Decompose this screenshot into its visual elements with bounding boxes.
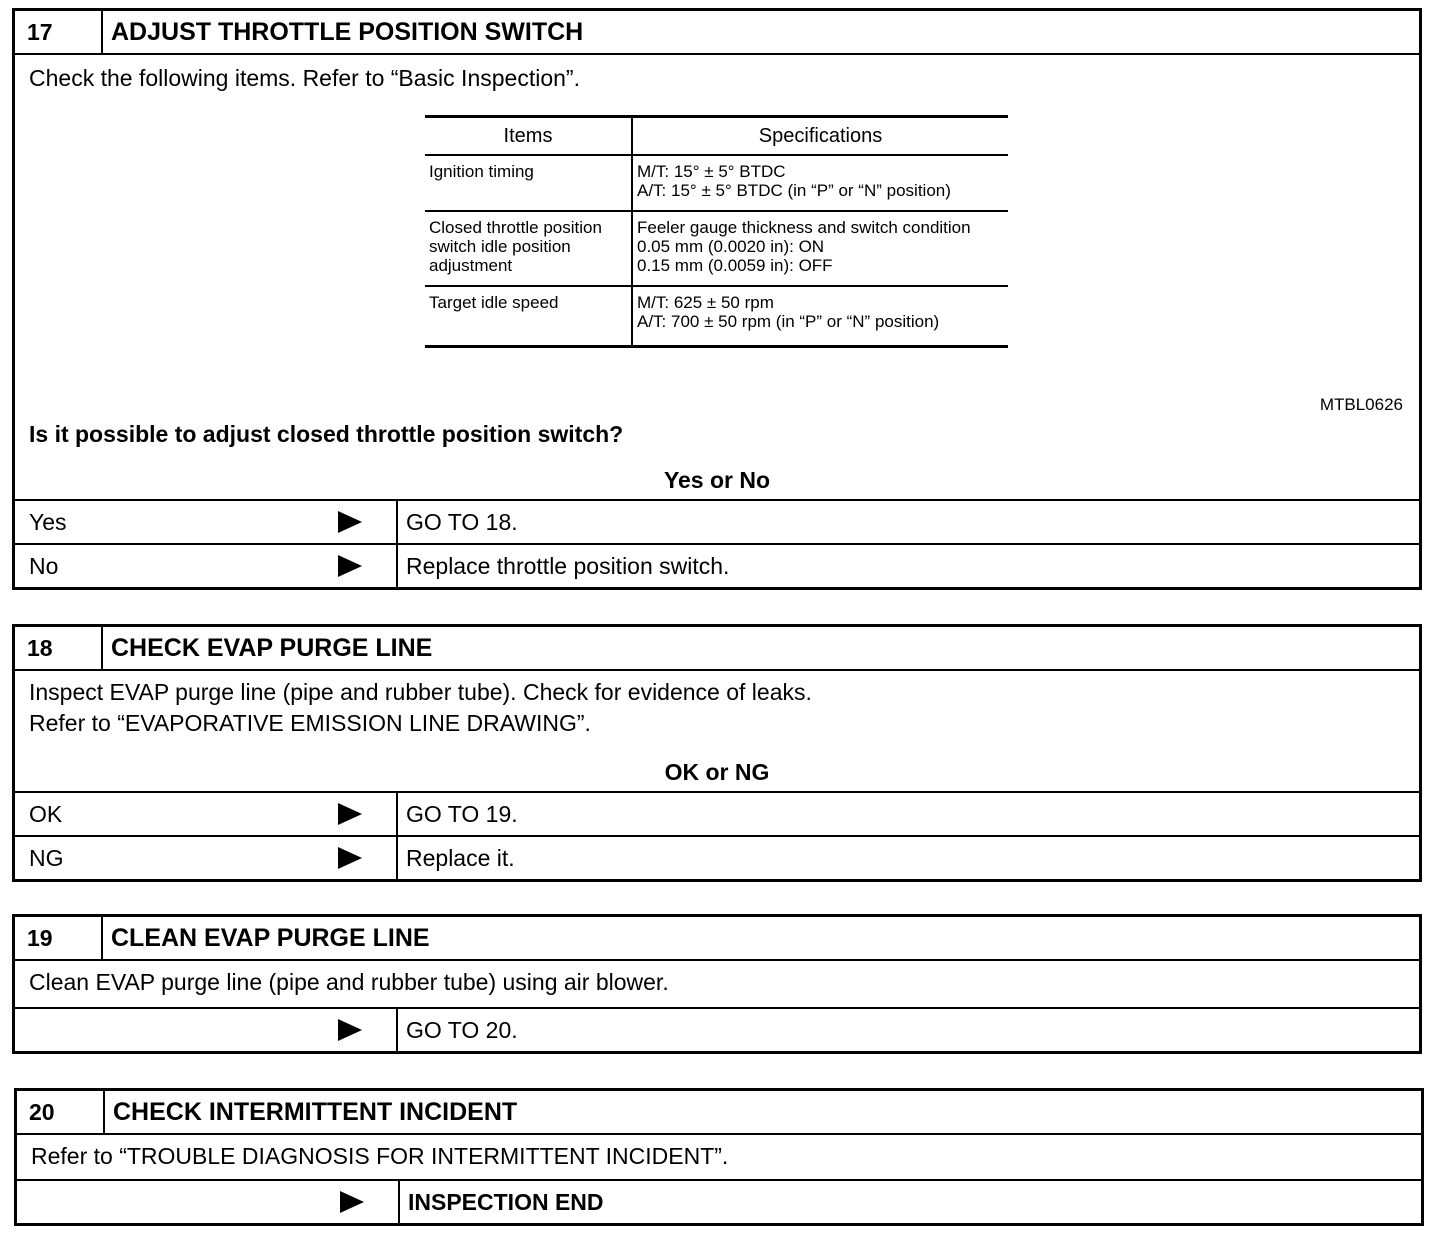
step-header (15, 11, 1419, 55)
outcome-label: OK (29, 800, 63, 827)
step-title: CHECK EVAP PURGE LINE (111, 633, 433, 662)
outcome-action: GO TO 20. (406, 1016, 518, 1043)
table-row (425, 286, 1008, 347)
spec-header-items: Items (425, 117, 632, 156)
instruction-line: Inspect EVAP purge line (pipe and rubber tube). Check for evidence of leaks. (29, 679, 812, 705)
step-header (15, 627, 1419, 671)
step-number: 17 (15, 11, 103, 53)
step-title: ADJUST THROTTLE POSITION SWITCH (111, 17, 584, 46)
outcome-row-yes[interactable] (15, 499, 1419, 543)
table-row (425, 155, 1008, 211)
step-title: CHECK INTERMITTENT INCIDENT (113, 1097, 518, 1126)
spec-value (632, 211, 1008, 286)
arrow-right-icon (340, 1191, 364, 1213)
outcome-row[interactable] (15, 1007, 1419, 1051)
spec-line: 0.15 mm (0.0059 in): OFF (637, 256, 833, 275)
arrow-right-icon (338, 847, 362, 869)
instruction-line: Refer to “EVAPORATIVE EMISSION LINE DRAWING”. (29, 710, 591, 736)
step-19 (12, 914, 1422, 1054)
step-instruction: Clean EVAP purge line (pipe and rubber tube) using air blower. (29, 969, 669, 995)
table-row (425, 211, 1008, 286)
outcome-action: GO TO 18. (406, 508, 518, 535)
answer-prompt: Yes or No (663, 467, 771, 493)
arrow-right-icon (338, 803, 362, 825)
answer-prompt: OK or NG (664, 759, 770, 785)
outcome-row-ng[interactable] (15, 835, 1419, 879)
arrow-right-icon (338, 511, 362, 533)
spec-header-specifications: Specifications (632, 117, 1008, 156)
arrow-right-icon (338, 555, 362, 577)
outcome-row-no[interactable] (15, 543, 1419, 587)
spec-line: Feeler gauge thickness and switch condition (637, 218, 971, 237)
step-header (17, 1091, 1421, 1135)
step-question: Is it possible to adjust closed throttle position switch? (29, 421, 624, 447)
outcome-row-ok[interactable] (15, 791, 1419, 835)
outcome-action: GO TO 19. (406, 800, 518, 827)
step-header (15, 917, 1419, 961)
spec-value (632, 155, 1008, 211)
step-number: 20 (17, 1091, 105, 1133)
spec-value (632, 286, 1008, 347)
step-number: 19 (15, 917, 103, 959)
step-18 (12, 624, 1422, 882)
step-instruction (15, 671, 1419, 739)
spec-line: M/T: 15° ± 5° BTDC (637, 162, 786, 181)
outcome-row[interactable] (17, 1179, 1421, 1223)
spec-line: A/T: 700 ± 50 rpm (in “P” or “N” position) (637, 312, 940, 331)
spec-line: 0.05 mm (0.0020 in): ON (637, 237, 825, 256)
spec-table (425, 115, 1008, 348)
step-17 (12, 8, 1422, 590)
step-title: CLEAN EVAP PURGE LINE (111, 923, 430, 952)
outcome-label: No (29, 552, 59, 579)
outcome-label: Yes (29, 508, 67, 535)
arrow-right-icon (338, 1019, 362, 1041)
spec-line: A/T: 15° ± 5° BTDC (in “P” or “N” position) (637, 181, 951, 200)
outcome-action: Replace throttle position switch. (406, 552, 730, 579)
step-instruction: Refer to “TROUBLE DIAGNOSIS FOR INTERMITTENT INCIDENT”. (31, 1143, 729, 1169)
step-number: 18 (15, 627, 103, 669)
spec-item: Target idle speed (425, 286, 632, 347)
spec-item: Ignition timing (425, 155, 632, 211)
step-20 (14, 1088, 1424, 1226)
outcome-action: INSPECTION END (408, 1188, 604, 1215)
spec-item: Closed throttle position switch idle position adjustment (425, 211, 632, 286)
outcome-action: Replace it. (406, 844, 515, 871)
table-code: MTBL0626 (1319, 395, 1403, 414)
outcome-label: NG (29, 844, 64, 871)
spec-line: M/T: 625 ± 50 rpm (637, 293, 774, 312)
step-instruction: Check the following items. Refer to “Basic Inspection”. (29, 65, 580, 91)
